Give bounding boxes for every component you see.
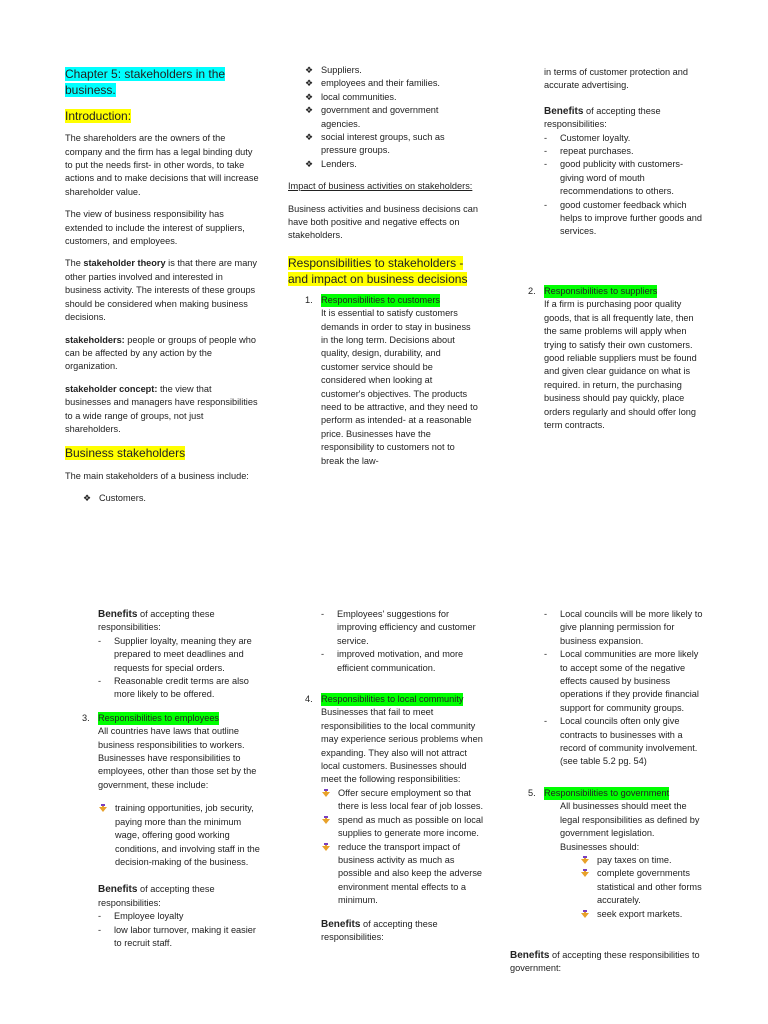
section-5-text: Businesses should: bbox=[560, 841, 640, 852]
arrow-bullet-icon bbox=[580, 909, 590, 919]
diamond-bullet-icon: ❖ bbox=[305, 105, 314, 116]
benefits-list bbox=[98, 635, 262, 702]
list-item: - Supplier loyalty, meaning they are prepared to meet deadlines and requests for special orders. bbox=[98, 635, 252, 673]
list-item: seek export markets. bbox=[580, 908, 708, 921]
benefits-list-continued bbox=[321, 608, 485, 675]
table-reference: (see table 5.2 pg. 54) bbox=[560, 756, 647, 767]
paragraph: The view of business responsibility has extended to include the interest of suppliers, customers, and employees. bbox=[65, 209, 245, 247]
paragraph: The stakeholder theory is that there are many other parties involved and interested in business activity. The interests of these groups should be considered when making business decisions. bbox=[65, 258, 258, 323]
column-4 bbox=[82, 608, 262, 950]
list-item: - Local councils often only give contracts to businesses with a record of community involvement. bbox=[544, 716, 698, 754]
list-item: - Customer loyalty. bbox=[544, 132, 708, 145]
benefits-heading: Benefits of accepting these responsibilities: bbox=[544, 105, 661, 130]
section-1-text: It is essential to satisfy customers demands in order to stay in business in the long term. Decisions about quality, design, durability, and customer service should be considered when looking at customer's objectives. The products need to be attractive, and they need to perform as intended- at a reasonable price. Businesses have the responsibility to customers not to break the law- bbox=[321, 308, 478, 466]
column-5 bbox=[305, 608, 485, 944]
list-item: - Reasonable credit terms are also more likely to be offered. bbox=[98, 676, 249, 700]
list-item: Offer secure employment so that there is less local fear of job losses. bbox=[321, 787, 485, 814]
list-item: - improved motivation, and more efficient communication. bbox=[321, 649, 464, 673]
dash-bullet-icon: - bbox=[98, 924, 102, 935]
paragraph: The main stakeholders of a business include: bbox=[65, 470, 249, 481]
section-4-heading: 4. Responsibilities to local community bbox=[305, 693, 485, 706]
paragraph: The shareholders are the owners of the company and the firm has a legal binding duty to put the needs first- in other words, to take actions and to make decisions that will increase shareholder value. bbox=[65, 133, 259, 197]
stakeholder-list bbox=[83, 492, 260, 505]
dash-bullet-icon: - bbox=[544, 199, 548, 210]
dash-bullet-icon: - bbox=[321, 609, 325, 619]
diamond-bullet-icon: ❖ bbox=[305, 158, 314, 169]
list-item: - repeat purchases. bbox=[544, 145, 708, 158]
paragraph: stakeholders: people or groups of people who can be affected by any action by the organization. bbox=[65, 334, 257, 372]
stakeholder-list-continued bbox=[305, 64, 478, 171]
column-1 bbox=[65, 66, 260, 506]
dash-bullet-icon: - bbox=[544, 159, 548, 170]
list-item: - good customer feedback which helps to improve further goods and services. bbox=[544, 199, 702, 237]
column-2 bbox=[288, 64, 478, 468]
section-2-text: If a firm is purchasing poor quality goods, that is all frequently late, then the same problems will apply when trying to satisfy their own customers. good reliable suppliers must be found and given clear guidance on what is required. in return, the purchasing business should pay quickly, place orders regularly and should offer long term contracts. bbox=[544, 299, 697, 430]
section-5-heading: 5. Responsibilities to government bbox=[528, 787, 708, 800]
list-item: complete governments statistical and other forms accurately. bbox=[580, 867, 708, 907]
diamond-bullet-icon: ❖ bbox=[305, 65, 314, 75]
section-5-text: All businesses should meet the legal responsibilities as defined by government legislation. bbox=[560, 801, 700, 839]
section-3-text: All countries have laws that outline business responsibilities to workers. bbox=[98, 726, 245, 750]
dash-bullet-icon: - bbox=[321, 649, 325, 660]
dash-bullet-icon: - bbox=[544, 649, 548, 660]
list-item: ❖ Suppliers. bbox=[305, 64, 478, 77]
list-item: - good publicity with customers- giving word of mouth recommendations to others. bbox=[544, 159, 684, 197]
section-1-heading: 1. Responsibilities to customers bbox=[305, 294, 478, 307]
section-3-text: Businesses have responsibilities to employees, other than those set by the government, these include: bbox=[98, 753, 257, 790]
list-item: ❖ Lenders. bbox=[305, 158, 478, 171]
dash-bullet-icon: - bbox=[544, 146, 548, 157]
column-3 bbox=[528, 66, 708, 432]
diamond-bullet-icon: ❖ bbox=[305, 78, 314, 89]
chapter-title: Chapter 5: stakeholders in the business. bbox=[65, 67, 226, 98]
community-responsibilities-list bbox=[321, 787, 485, 908]
arrow-bullet-icon bbox=[580, 868, 590, 878]
list-item: - low labor turnover, making it easier to recruit staff. bbox=[98, 924, 256, 948]
dash-bullet-icon: - bbox=[544, 716, 548, 727]
paragraph: in terms of customer protection and accurate advertising. bbox=[544, 67, 689, 91]
dash-bullet-icon: - bbox=[544, 132, 548, 143]
list-item: - Employees' suggestions for improving efficiency and customer service. bbox=[321, 609, 476, 646]
benefits-heading: Benefits of accepting these responsibilities to government: bbox=[510, 949, 700, 974]
business-stakeholders-heading: Business stakeholders bbox=[65, 446, 186, 461]
column-6 bbox=[510, 608, 708, 976]
benefits-heading: Benefits of accepting these responsibilities: bbox=[98, 609, 215, 633]
dash-bullet-icon: - bbox=[98, 911, 102, 922]
list-item: ❖ social interest groups, such as pressure groups. bbox=[305, 132, 445, 156]
section-2-heading: 2. Responsibilities to suppliers bbox=[528, 285, 708, 298]
dash-bullet-icon: - bbox=[98, 635, 102, 646]
diamond-bullet-icon: ❖ bbox=[305, 91, 314, 102]
arrow-bullet-icon bbox=[321, 815, 331, 825]
dash-bullet-icon: - bbox=[544, 609, 548, 619]
list-item: pay taxes on time. bbox=[580, 854, 708, 867]
community-benefits-list bbox=[544, 608, 708, 755]
government-responsibilities-list bbox=[580, 854, 708, 921]
list-item: ❖ Customers. bbox=[83, 492, 260, 505]
diamond-bullet-icon: ❖ bbox=[83, 493, 92, 504]
list-item: reduce the transport impact of business activity as much as possible and also keep the adverse environment mental effects to a minimum. bbox=[321, 841, 485, 908]
dash-bullet-icon: - bbox=[98, 676, 102, 687]
arrow-bullet-icon bbox=[321, 842, 331, 852]
employee-responsibilities-list bbox=[98, 802, 262, 869]
responsibilities-heading: Responsibilities to stakeholders -and impact on business decisions bbox=[288, 255, 468, 287]
arrow-bullet-icon bbox=[580, 855, 590, 865]
benefits-heading: Benefits of accepting these responsibilities: bbox=[321, 918, 438, 942]
list-item: ❖ government and government agencies. bbox=[305, 105, 439, 129]
paragraph: Business activities and business decisions can have both positive and negative effects on stakeholders. bbox=[288, 203, 478, 241]
list-item: - Local communities are more likely to accept some of the negative effects caused by business operations if they provide financial support for community groups. bbox=[544, 649, 699, 713]
benefits-list bbox=[544, 132, 708, 239]
arrow-bullet-icon bbox=[321, 788, 331, 798]
list-item: spend as much as possible on local supplies to generate more income. bbox=[321, 814, 485, 841]
arrow-bullet-icon bbox=[98, 803, 108, 813]
list-item: - Local councils will be more likely to give planning permission for business expansion. bbox=[544, 609, 703, 646]
benefits-list bbox=[98, 910, 262, 950]
list-item: training opportunities, job security, paying more than the minimum wage, offering good working conditions, and involving staff in the decision-making of the business. bbox=[98, 802, 262, 869]
intro-heading: Introduction: bbox=[65, 108, 132, 123]
list-item: - Employee loyalty bbox=[98, 910, 262, 923]
impact-heading: Impact of business activities on stakeholders: bbox=[288, 181, 473, 192]
section-3-heading: 3. Responsibilities to employees bbox=[82, 712, 262, 725]
paragraph: stakeholder concept: the view that businesses and managers have responsibilities to a wide range of groups, not just shareholders. bbox=[65, 383, 258, 434]
diamond-bullet-icon: ❖ bbox=[305, 132, 314, 143]
section-4-text: Businesses that fail to meet responsibilities to the local community may experience serious problems when expanding. They also will not attract local customers. Businesses should meet the following responsibilities: bbox=[321, 707, 483, 785]
benefits-heading: Benefits of accepting these responsibilities: bbox=[98, 884, 215, 908]
list-item: ❖ employees and their families. bbox=[305, 77, 478, 90]
list-item: ❖ local communities. bbox=[305, 91, 478, 104]
